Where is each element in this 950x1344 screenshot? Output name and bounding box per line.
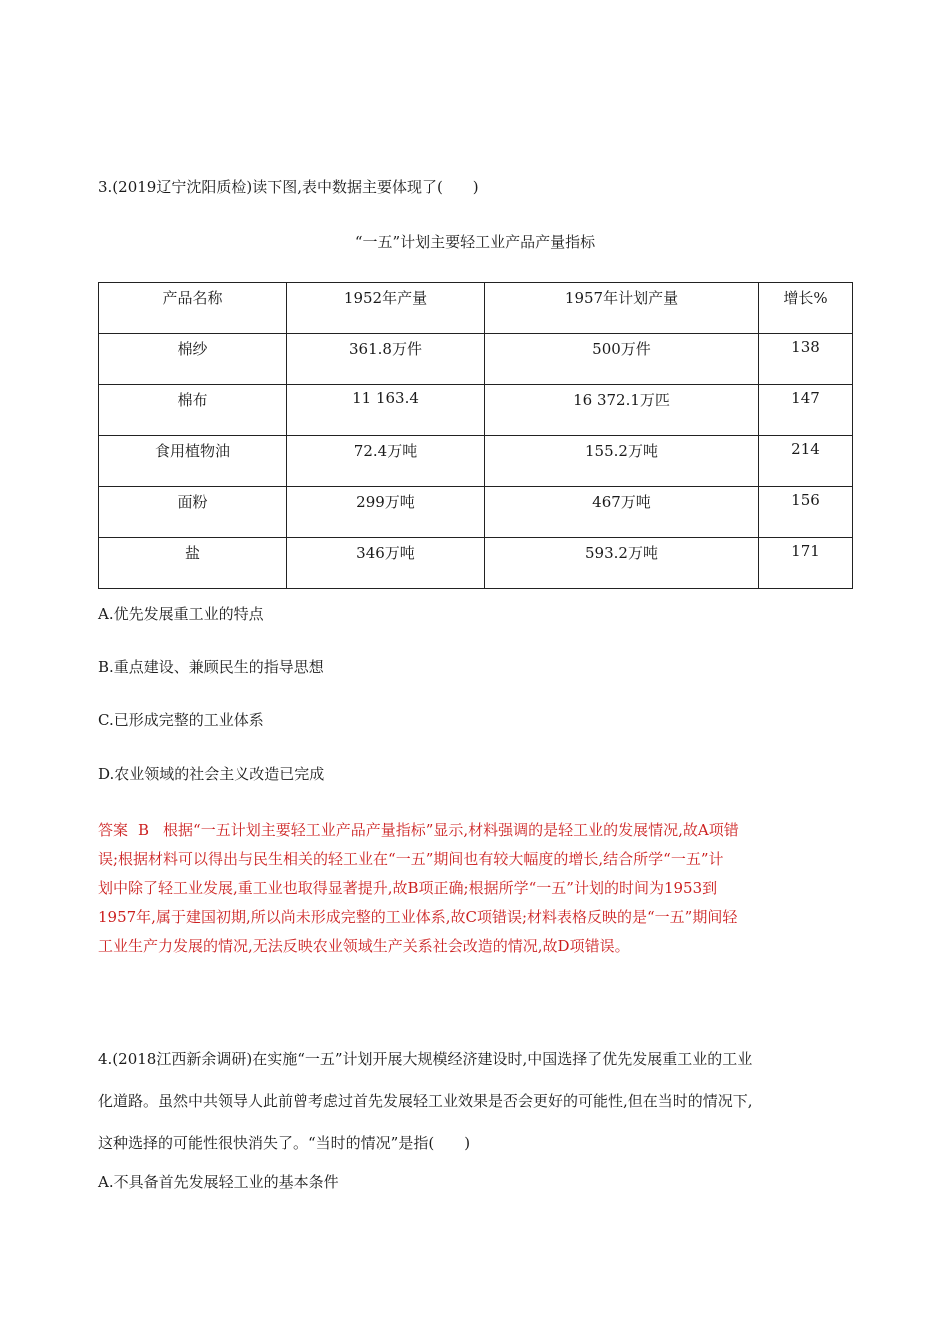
question-3-stem: 3.(2019辽宁沈阳质检)读下图,表中数据主要体现了( ) [98, 178, 479, 196]
table-cell: 食用植物油 [99, 436, 287, 487]
table-cell: 面粉 [99, 487, 287, 538]
question-4-option-a: A.不具备首先发展轻工业的基本条件 [98, 1173, 339, 1191]
table-header-row [99, 283, 853, 334]
table-cell: 盐 [99, 538, 287, 589]
question-4-line-3: 这种选择的可能性很快消失了。“当时的情况”是指( ) [98, 1134, 471, 1152]
table-cell: 299万吨 [287, 487, 485, 538]
table-cell: 138 [759, 334, 853, 385]
table-cell: 72.4万吨 [287, 436, 485, 487]
answer-line-5: 工业生产力发展的情况,无法反映农业领域生产关系社会改造的情况,故D项错误。 [98, 937, 630, 955]
question-3-option-b: B.重点建设、兼顾民生的指导思想 [98, 658, 324, 676]
table-cell: 593.2万吨 [485, 538, 759, 589]
header-product-name: 产品名称 [99, 283, 287, 334]
table-cell: 214 [759, 436, 853, 487]
question-3-option-c: C.已形成完整的工业体系 [98, 711, 264, 729]
table-cell: 500万件 [485, 334, 759, 385]
header-growth: 增长% [759, 283, 853, 334]
question-4-line-2: 化道路。虽然中共领导人此前曾考虑过首先发展轻工业效果是否会更好的可能性,但在当时的情况下, [98, 1092, 753, 1110]
production-table [98, 282, 853, 589]
table-cell: 147 [759, 385, 853, 436]
table-title: “一五”计划主要轻工业产品产量指标 [354, 233, 596, 251]
answer-explanation [98, 816, 854, 961]
table-cell: 16 372.1万匹 [485, 385, 759, 436]
table-row [99, 487, 853, 538]
table-row [99, 538, 853, 589]
table-cell: 171 [759, 538, 853, 589]
table-cell: 361.8万件 [287, 334, 485, 385]
answer-line-2: 误;根据材料可以得出与民生相关的轻工业在“一五”期间也有较大幅度的增长,结合所学“一五”计 [98, 850, 724, 868]
question-4-line-1: 4.(2018江西新余调研)在实施“一五”计划开展大规模经济建设时,中国选择了优先发展重工业的工业 [98, 1050, 753, 1068]
table-cell: 155.2万吨 [485, 436, 759, 487]
question-3-option-a: A.优先发展重工业的特点 [98, 605, 264, 623]
question-4-stem [98, 1038, 854, 1164]
header-1957-plan: 1957年计划产量 [485, 283, 759, 334]
table-cell: 156 [759, 487, 853, 538]
header-1952-output: 1952年产量 [287, 283, 485, 334]
table-cell: 346万吨 [287, 538, 485, 589]
table-cell: 467万吨 [485, 487, 759, 538]
question-3-option-d: D.农业领域的社会主义改造已完成 [98, 765, 325, 783]
answer-line-1 [98, 816, 854, 845]
table-cell: 11 163.4 [287, 385, 485, 436]
answer-line-4: 1957年,属于建国初期,所以尚未形成完整的工业体系,故C项错误;材料表格反映的是“一五”期间轻 [98, 908, 738, 926]
table-cell: 棉布 [99, 385, 287, 436]
table-cell: 棉纱 [99, 334, 287, 385]
table-row [99, 385, 853, 436]
answer-text: 根据“一五计划主要轻工业产品产量指标”显示,材料强调的是轻工业的发展情况,故A项错 [163, 821, 739, 839]
table-row [99, 334, 853, 385]
answer-line-3: 划中除了轻工业发展,重工业也取得显著提升,故B项正确;根据所学“一五”计划的时间为1953到 [98, 879, 718, 897]
table-row [99, 436, 853, 487]
answer-key: B [138, 821, 150, 839]
answer-label: 答案 [98, 821, 129, 839]
